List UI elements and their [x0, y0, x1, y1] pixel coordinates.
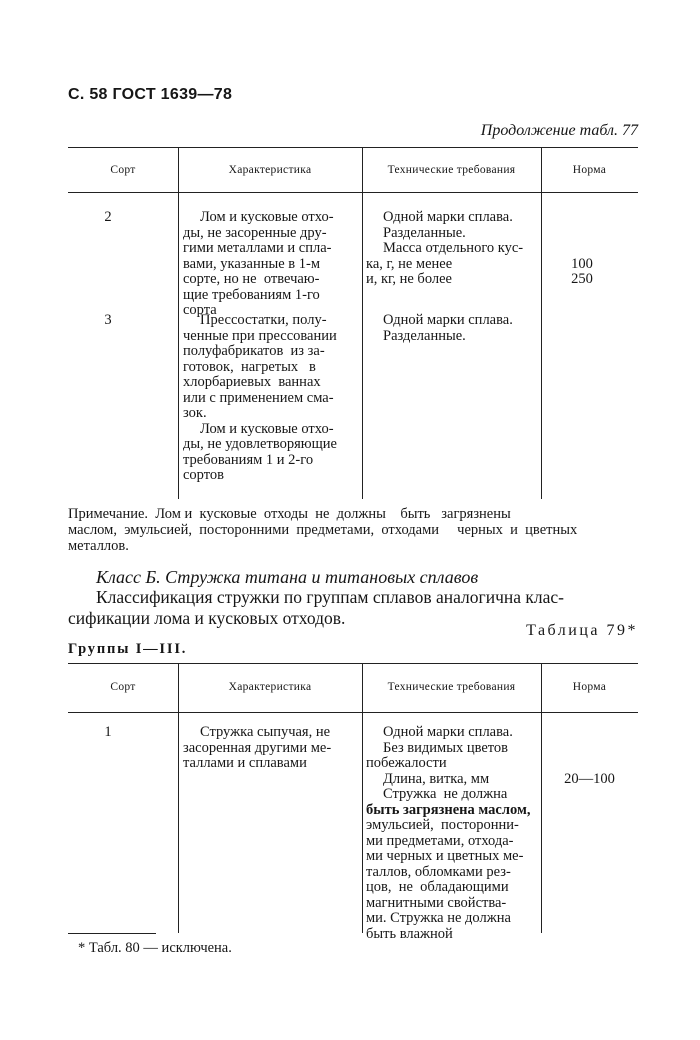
- note-line: маслом, эмульсией, посторонними предметами, отходами черных и цветных: [68, 522, 578, 538]
- text-line: Одной марки сплава.: [383, 209, 513, 225]
- footnote: * Табл. 80 — исключена.: [78, 940, 232, 956]
- header-rule: [68, 712, 638, 713]
- paragraph-line: сификации лома и кусковых отходов.: [68, 608, 346, 628]
- text-line: Стружка сыпучая, не: [200, 724, 331, 740]
- text-line: ды, не засоренные дру-: [183, 224, 327, 241]
- col-divider-2: [362, 147, 363, 499]
- row-norm: 250: [571, 271, 593, 287]
- header-rule: [68, 192, 638, 193]
- section-title: Класс Б. Стружка титана и титановых сплавов: [96, 567, 479, 587]
- text-line: Стружка не должна: [383, 786, 508, 802]
- text-line: вами, указанные в 1-м: [183, 255, 320, 272]
- text-line: побежалости: [366, 755, 447, 771]
- text-line: ка, г, не менее: [366, 255, 453, 272]
- text-line: Разделанные.: [383, 327, 466, 344]
- header-characteristic: Характеристика: [228, 164, 312, 176]
- col-divider-1: [178, 147, 179, 499]
- text-line: засоренная другими ме-: [183, 739, 332, 756]
- table-note: [68, 506, 638, 554]
- text-line: Одной марки сплава.: [383, 724, 513, 740]
- text-line: щие требованиям 1-го: [183, 286, 320, 303]
- page-header: С. 58 ГОСТ 1639—78: [68, 86, 233, 103]
- header-sort: Сорт: [110, 164, 136, 176]
- row-sort: 3: [104, 312, 112, 328]
- col-divider-1: [178, 663, 179, 933]
- text-line: быть влажной: [366, 925, 453, 942]
- text-line: Одной марки сплава.: [383, 312, 513, 328]
- col-divider-3: [541, 147, 542, 499]
- text-line: ды, не удовлетворяющие: [183, 436, 337, 452]
- text-line: или с применением сма-: [183, 389, 334, 406]
- text-line: ми предметами, отхода-: [366, 832, 514, 849]
- text-line: сорта: [183, 302, 217, 318]
- row-sort: 1: [104, 724, 112, 740]
- note-line: металлов.: [68, 538, 129, 554]
- text-line: гими металлами и спла-: [183, 240, 332, 256]
- row-norm: 20—100: [564, 770, 615, 787]
- text-line: цов, не обладающими: [366, 879, 509, 895]
- text-line: требованиям 1 и 2-го: [183, 451, 314, 468]
- col-divider-3: [541, 663, 542, 933]
- note-line: Примечание. Лом и кусковые отходы не должны быть загрязнены: [68, 506, 511, 522]
- text-line: быть загрязнена маслом,: [366, 801, 531, 818]
- row-sort: 2: [104, 209, 112, 225]
- header-requirements: Технические требования: [387, 681, 516, 693]
- text-line: таллами и сплавами: [183, 755, 307, 771]
- header-requirements: Технические требования: [387, 164, 516, 176]
- col-divider-2: [362, 663, 363, 933]
- text-line: Разделанные.: [383, 224, 466, 241]
- text-line: магнитными свойства-: [366, 894, 507, 911]
- text-line: эмульсией, посторонни-: [366, 817, 519, 833]
- text-line: готовок, нагретых в: [183, 358, 316, 375]
- text-line: хлорбариевых ваннах: [183, 374, 321, 390]
- header-characteristic: Характеристика: [228, 681, 312, 693]
- header-sort: Сорт: [110, 681, 136, 693]
- footnote-rule: [68, 933, 156, 934]
- header-norm: Норма: [572, 681, 607, 693]
- text-line: ми. Стружка не должна: [366, 910, 511, 926]
- text-line: и, кг, не более: [366, 271, 452, 287]
- table-top-rule: [68, 663, 638, 664]
- text-line: Лом и кусковые отхо-: [200, 420, 334, 437]
- text-line: таллов, обломками рез-: [366, 863, 511, 880]
- row-norm: 100: [571, 255, 593, 272]
- text-line: ченные при прессовании: [183, 327, 337, 344]
- paragraph-line: Классификация стружки по группам сплавов аналогична клас-: [96, 587, 564, 607]
- text-line: сорте, но не отвечаю-: [183, 271, 320, 287]
- text-line: полуфабрикатов из за-: [183, 343, 325, 359]
- text-line: Масса отдельного кус-: [383, 240, 524, 256]
- continuation-label: Продолжение табл. 77: [480, 122, 638, 139]
- table-label: Таблица 79*: [526, 622, 638, 639]
- text-line: ми черных и цветных ме-: [366, 848, 524, 864]
- text-line: Прессостатки, полу-: [200, 312, 327, 328]
- groups-label: Группы I—III.: [68, 641, 188, 657]
- text-line: сортов: [183, 467, 224, 483]
- text-line: Без видимых цветов: [383, 739, 509, 756]
- text-line: Длина, витка, мм: [383, 770, 490, 787]
- header-norm: Норма: [572, 164, 607, 176]
- table-top-rule: [68, 147, 638, 148]
- text-line: Лом и кусковые отхо-: [200, 209, 334, 225]
- text-line: зок.: [183, 405, 207, 421]
